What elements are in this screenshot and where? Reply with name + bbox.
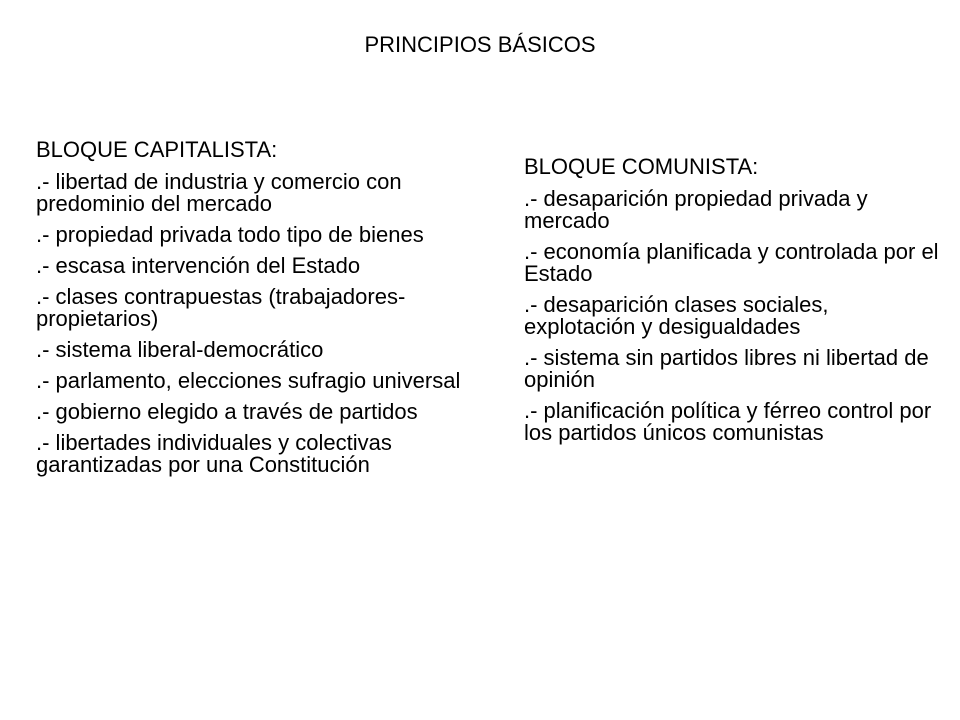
list-item: .- sistema sin partidos libres ni libertad de opinión bbox=[524, 345, 929, 392]
list-item: .- planificación política y férreo control por los partidos únicos comunistas bbox=[524, 398, 932, 445]
list-item: .- economía planificada y controlada por el Estado bbox=[524, 239, 939, 286]
list-item: .- desaparición propiedad privada y mercado bbox=[524, 186, 868, 233]
list-item: .- clases contrapuestas (trabajadores-propietarios) bbox=[36, 284, 406, 331]
list-item: .- desaparición clases sociales, explotación y desigualdades bbox=[524, 292, 829, 339]
page-title: PRINCIPIOS BÁSICOS bbox=[364, 32, 596, 57]
list-item: .- libertad de industria y comercio con predominio del mercado bbox=[36, 169, 402, 216]
communist-bloc-heading: BLOQUE COMUNISTA: bbox=[524, 154, 759, 179]
capitalist-bloc-heading: BLOQUE CAPITALISTA: bbox=[36, 137, 278, 162]
capitalist-bloc-column bbox=[36, 138, 506, 485]
list-item: .- sistema liberal-democrático bbox=[36, 337, 324, 362]
list-item: .- libertades individuales y colectivas garantizadas por una Constitución bbox=[36, 430, 392, 477]
communist-bloc-list bbox=[524, 188, 944, 444]
list-item: .- parlamento, elecciones sufragio universal bbox=[36, 368, 461, 393]
list-item: .- propiedad privada todo tipo de bienes bbox=[36, 222, 424, 247]
list-item: .- escasa intervención del Estado bbox=[36, 253, 361, 278]
communist-bloc-column bbox=[524, 155, 944, 453]
capitalist-bloc-list bbox=[36, 171, 506, 476]
list-item: .- gobierno elegido a través de partidos bbox=[36, 399, 418, 424]
